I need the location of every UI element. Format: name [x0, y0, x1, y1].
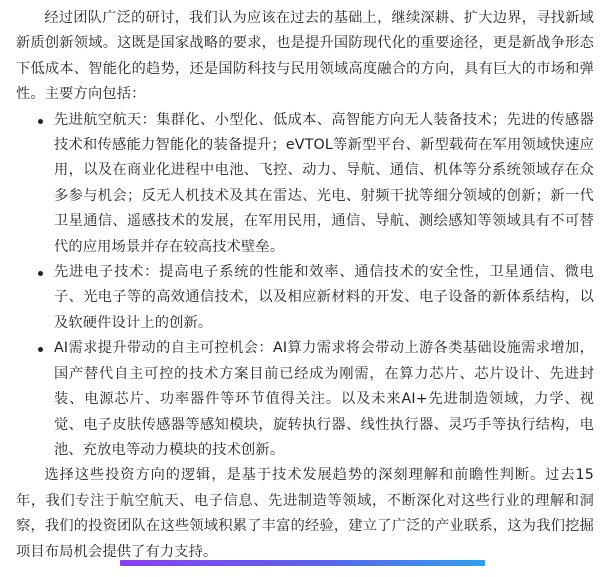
closing-paragraph: 选择这些投资方向的逻辑，是基于技术发展趋势的深刻理解和前瞻性判断。过去15年，我们专注于航空航天、电子信息、先进制造等领域，不断深化对这些行业的理解和洞察，我们的投资团队在这些领域积累了丰富的经验，建立了广泛的产业联系，这为我们挖掘项目布局机会提供了有力支持。	[16, 467, 594, 560]
list-item-electronics	[54, 260, 594, 336]
decorative-divider-bar	[120, 560, 485, 566]
bullet-icon	[38, 271, 43, 276]
list-item-ai-autonomy	[54, 336, 594, 463]
list-item-text: 先进航空航天：集群化、小型化、低成本、高智能方向无人装备技术；先进的传感器技术和传感能力智能化的装备提升；eVTOL等新型平台、新型载荷在军用领域快速应用，以及在商业化进程中电池、飞控、动力、导航、通信、机体等分系统领域存在众多参与机会；反无人机技术及其在雷达、光电、射频干扰等细分领域的创新；新一代卫星通信、遥感技术的发展，在军用民用，通信、导航、测绘感知等领域具有不可替代的应用场景并存在较高技术壁垒。	[54, 111, 594, 255]
investment-directions-list	[16, 108, 594, 464]
bullet-icon	[38, 347, 43, 352]
article-body	[16, 6, 594, 565]
list-item-text: 先进电子技术：提高电子系统的性能和效率、通信技术的安全性，卫星通信、微电子、光电子等的高效通信技术，以及相应新材料的开发、电子设备的新体系结构，以及软硬件设计上的创新。	[54, 264, 594, 331]
intro-paragraph: 经过团队广泛的研讨，我们认为应该在过去的基础上，继续深耕、扩大边界，寻找新域新质创新领域。这既是国家战略的要求，也是提升国防现代化的重要途径，更是新战争形态下低成本、智能化的趋势，还是国防科技与民用领域高度融合的方向，具有巨大的市场和弹性。主要方向包括：	[16, 10, 594, 103]
list-item-aerospace	[54, 108, 594, 260]
bullet-icon	[38, 119, 43, 124]
list-item-text: AI需求提升带动的自主可控机会：AI算力需求将会带动上游各类基础设施需求增加，国产替代自主可控的技术方案目前已经成为刚需，在算力芯片、芯片设计、先进封装、电源芯片、功率器件等环节值得关注。以及未来AI+先进制造领域，力学、视觉、电子皮肤传感器等感知模块，旋转执行器、线性执行器、灵巧手等执行结构，电池、充放电等动力模块的技术创新。	[54, 340, 594, 458]
